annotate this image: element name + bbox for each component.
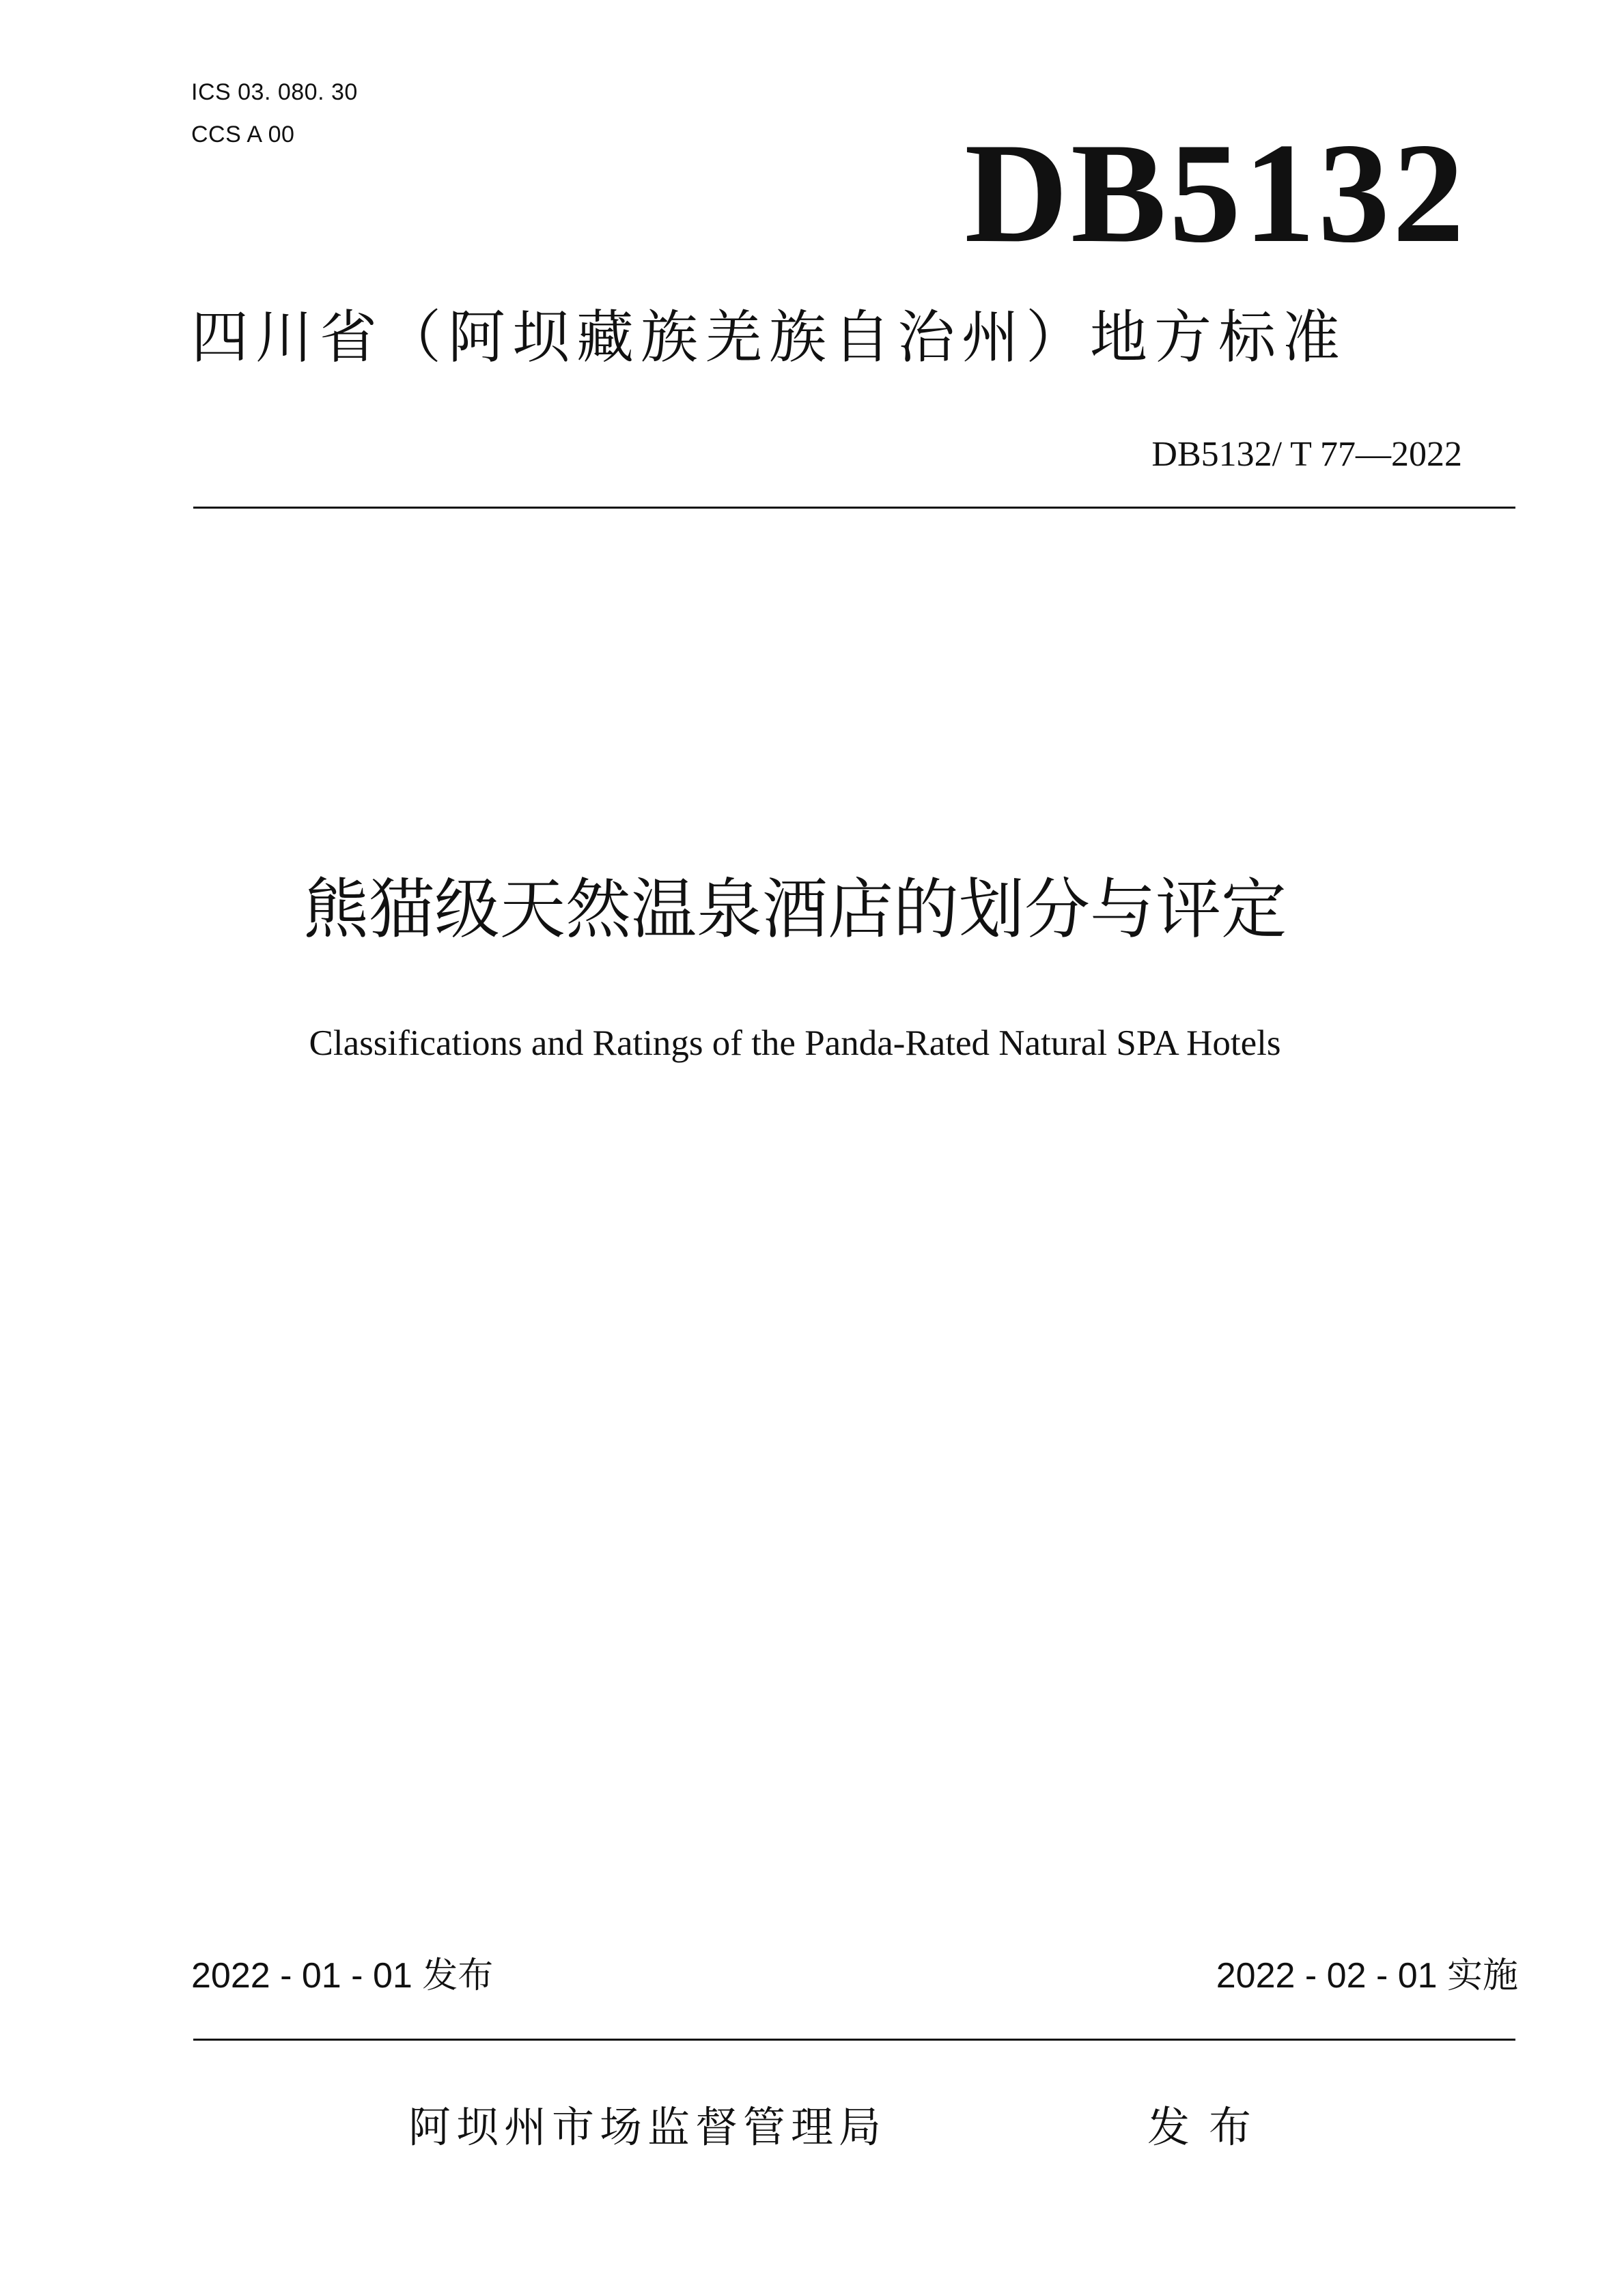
title-chinese-text: 熊猫级天然温泉酒店的划分与评定 bbox=[303, 871, 1287, 948]
title-chinese bbox=[0, 870, 1624, 949]
publication-date: 2022 - 01 - 01 发布 bbox=[191, 1956, 494, 1996]
standard-code-logo: DB5132 bbox=[964, 114, 1467, 272]
issue-label: 发布 bbox=[1147, 2102, 1271, 2152]
implementation-date: 2022 - 02 - 01 实施 bbox=[1216, 1956, 1518, 1996]
title-english bbox=[0, 1023, 1624, 1064]
bottom-divider bbox=[193, 2039, 1515, 2041]
ics-code: ICS 03. 080. 30 bbox=[191, 79, 358, 105]
issuing-authority: 阿坝州市场监督管理局 bbox=[408, 2102, 887, 2152]
standard-level-heading: 四川省（阿坝藏族羌族自治州）地方标准 bbox=[191, 304, 1347, 371]
title-english-text: Classifications and Ratings of the Panda-Rated Natural SPA Hotels bbox=[309, 1023, 1281, 1063]
top-divider bbox=[193, 507, 1515, 509]
ccs-code: CCS A 00 bbox=[191, 122, 295, 147]
standard-number: DB5132/ T 77—2022 bbox=[1151, 435, 1462, 474]
